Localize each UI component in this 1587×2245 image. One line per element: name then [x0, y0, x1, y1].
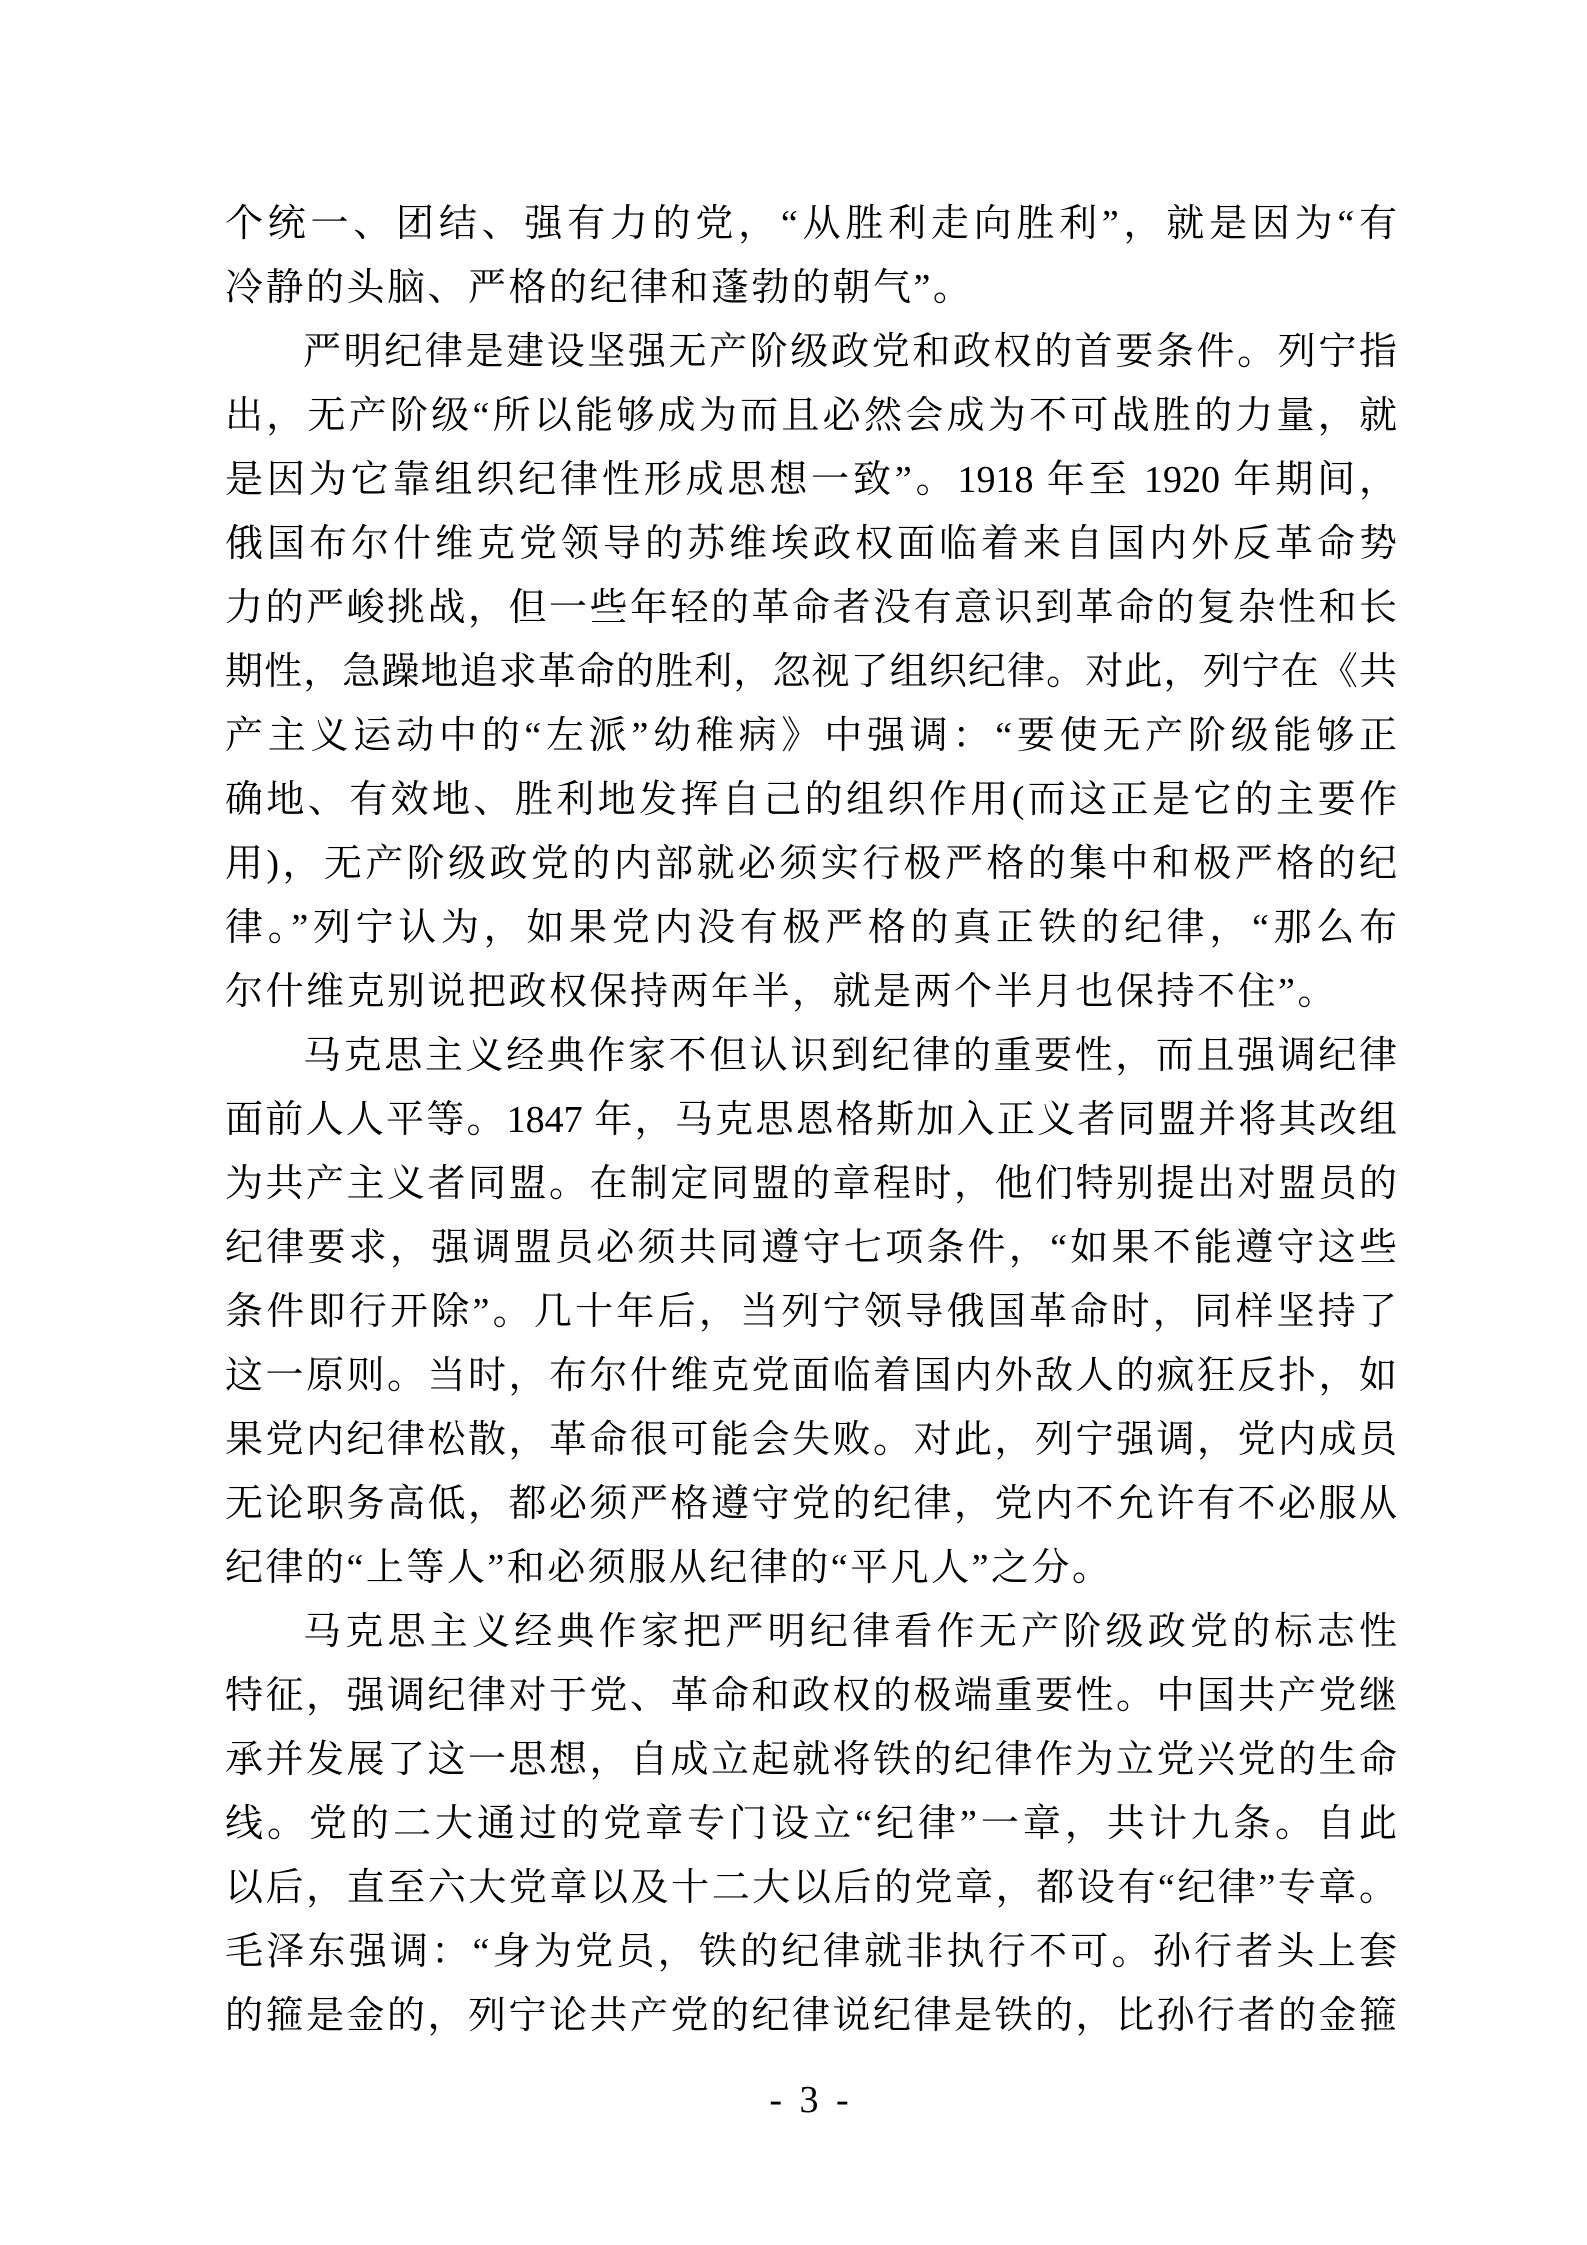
- text-line: 面前人人平等。1847 年，马克思恩格斯加入正义者同盟并将其改组: [225, 1099, 1397, 1141]
- text-line: 为共产主义者同盟。在制定同盟的章程时，他们特别提出对盟员的: [225, 1163, 1397, 1205]
- paragraph: [225, 320, 1397, 1024]
- text-line: 期性，急躁地追求革命的胜利，忽视了组织纪律。对此，列宁在《共: [225, 651, 1397, 693]
- text-line: 是因为它靠组织纪律性形成思想一致”。1918 年至 1920 年期间，: [225, 459, 1397, 501]
- text-line: 无论职务高低，都必须严格遵守党的纪律，党内不允许有不必服从: [225, 1483, 1397, 1525]
- text-line: 马克思主义经典作家把严明纪律看作无产阶级政党的标志性: [303, 1611, 1397, 1653]
- text-line: 纪律的“上等人”和必须服从纪律的“平凡人”之分。: [225, 1547, 1113, 1589]
- text-line: 以后，直至六大党章以及十二大以后的党章，都设有“纪律”专章。: [225, 1867, 1397, 1909]
- text-line: 俄国布尔什维克党领导的苏维埃政权面临着来自国内外反革命势: [225, 523, 1397, 565]
- text-line: 严明纪律是建设坚强无产阶级政党和政权的首要条件。列宁指: [303, 331, 1397, 373]
- text-line: 条件即行开除”。几十年后，当列宁领导俄国革命时，同样坚持了: [225, 1291, 1397, 1333]
- text-line: 出，无产阶级“所以能够成为而且必然会成为不可战胜的力量，就: [225, 395, 1397, 437]
- text-line: 特征，强调纪律对于党、革命和政权的极端重要性。中国共产党继: [225, 1675, 1397, 1717]
- paragraph: [225, 192, 1397, 320]
- text-line: 马克思主义经典作家不但认识到纪律的重要性，而且强调纪律: [303, 1035, 1397, 1077]
- text-line: 律。”列宁认为，如果党内没有极严格的真正铁的纪律，“那么布: [225, 907, 1397, 949]
- text-line: 毛泽东强调：“身为党员，铁的纪律就非执行不可。孙行者头上套: [225, 1931, 1397, 1973]
- page-footer: [225, 2072, 1397, 2128]
- text-line: 用)，无产阶级政党的内部就必须实行极严格的集中和极严格的纪: [225, 843, 1397, 885]
- text-line: 个统一、团结、强有力的党，“从胜利走向胜利”，就是因为“有: [225, 203, 1397, 245]
- page-body: [225, 192, 1397, 2048]
- paragraph: [225, 1600, 1397, 2048]
- text-line: 确地、有效地、胜利地发挥自己的组织作用(而这正是它的主要作: [225, 779, 1397, 821]
- page-number: - 3 -: [769, 2079, 853, 2121]
- text-line: 力的严峻挑战，但一些年轻的革命者没有意识到革命的复杂性和长: [225, 587, 1397, 629]
- text-line: 承并发展了这一思想，自成立起就将铁的纪律作为立党兴党的生命: [225, 1739, 1397, 1781]
- text-line: 果党内纪律松散，革命很可能会失败。对此，列宁强调，党内成员: [225, 1419, 1397, 1461]
- text-line: 纪律要求，强调盟员必须共同遵守七项条件，“如果不能遵守这些: [225, 1227, 1397, 1269]
- text-line: 尔什维克别说把政权保持两年半，就是两个半月也保持不住”。: [225, 971, 1338, 1013]
- text-line: 线。党的二大通过的党章专门设立“纪律”一章，共计九条。自此: [225, 1803, 1397, 1845]
- text-line: 的箍是金的，列宁论共产党的纪律说纪律是铁的，比孙行者的金箍: [225, 1995, 1397, 2037]
- text-line: 冷静的头脑、严格的纪律和蓬勃的朝气”。: [225, 267, 974, 309]
- text-line: 产主义运动中的“左派”幼稚病》中强调：“要使无产阶级能够正: [225, 715, 1397, 757]
- paragraph: [225, 1024, 1397, 1600]
- text-line: 这一原则。当时，布尔什维克党面临着国内外敌人的疯狂反扑，如: [225, 1355, 1397, 1397]
